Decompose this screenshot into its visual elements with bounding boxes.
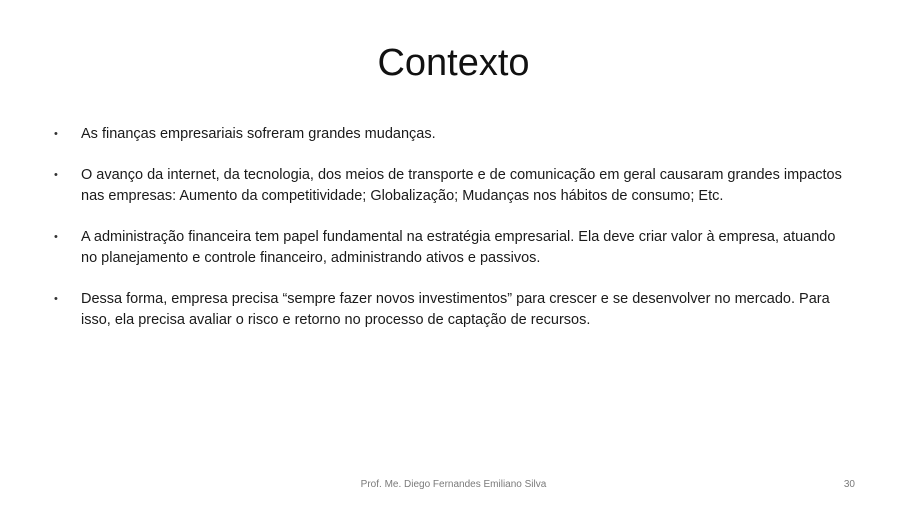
bullet-list (54, 124, 854, 331)
bullet-point-icon: • (54, 169, 58, 181)
bullet-item (54, 165, 854, 207)
bullet-item (54, 124, 854, 145)
bullet-point-icon: • (54, 128, 58, 140)
bullet-text: O avanço da internet, da tecnologia, dos meios de transporte e de comunicação em geral causaram grandes impactos nas empresas: Aumento da competitividade; Globalização; Mudanças nos hábitos de consumo; Etc. (81, 167, 842, 204)
page-number: 30 (843, 479, 855, 490)
slide-title: Contexto (377, 42, 530, 84)
bullet-point-icon: • (54, 231, 58, 243)
footer-author: Prof. Me. Diego Fernandes Emiliano Silva (360, 479, 547, 490)
bullet-text: Dessa forma, empresa precisa “sempre fazer novos investimentos” para crescer e se desenvolver no mercado. Para isso, ela precisa avaliar o risco e retorno no processo de captação de recursos. (81, 291, 830, 328)
bullet-point-icon: • (54, 293, 58, 305)
bullet-item (54, 289, 854, 331)
bullet-text: A administração financeira tem papel fundamental na estratégia empresarial. Ela deve criar valor à empresa, atuando no planejamento e controle financeiro, administrando ativos e passivos. (81, 229, 836, 266)
bullet-item (54, 227, 854, 269)
bullet-text: As finanças empresariais sofreram grandes mudanças. (81, 126, 436, 142)
